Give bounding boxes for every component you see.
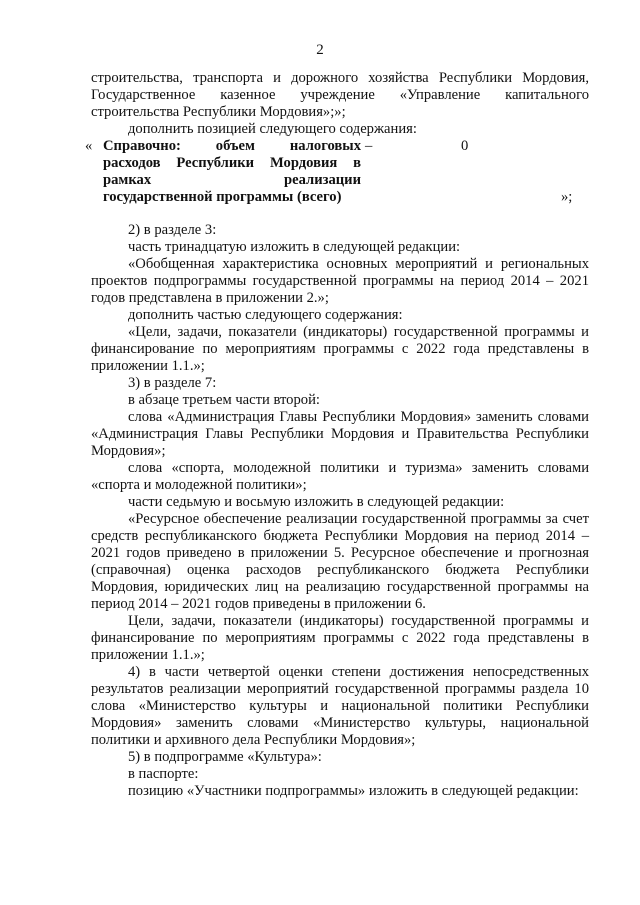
reference-open-quote: « <box>85 138 93 154</box>
paragraph: в абзаце третьем части второй: <box>128 392 320 408</box>
paragraph: слова «спорта, молодежной политики и туризма» заменить словами «спорта и молодежной политики»; <box>91 460 589 493</box>
paragraph: строительства, транспорта и дорожного хозяйства Республики Мордовия, Государственное казенное учреждение «Управление капитального строительства Республики Мордовия»;»; <box>91 70 589 120</box>
reference-label-line: расходов Республики Мордовия в <box>103 155 361 171</box>
paragraph: часть тринадцатую изложить в следующей редакции: <box>128 239 461 255</box>
reference-close-quote: »; <box>561 189 573 205</box>
paragraph: 5) в подпрограмме «Культура»: <box>128 749 322 765</box>
page-number: 2 <box>316 42 324 58</box>
reference-label-line: рамках реализации <box>103 172 361 188</box>
paragraph: 3) в разделе 7: <box>128 375 217 391</box>
reference-label-line: Справочно: объем налоговых <box>103 138 361 154</box>
paragraph: «Обобщенная характеристика основных мероприятий и региональных проектов подпрограммы государственной программы на период 2014 – 2021 годов представлена в приложении 2.»; <box>91 256 589 306</box>
paragraph: 2) в разделе 3: <box>128 222 217 238</box>
spacer <box>91 204 589 222</box>
paragraph: Цели, задачи, показатели (индикаторы) государственной программы и финансирование по мероприятиям программы с 2022 года представлены в приложении 1.1.»; <box>91 613 589 663</box>
reference-dash: – <box>365 138 373 154</box>
paragraph: 4) в части четвертой оценки степени достижения непосредственных результатов реализации мероприятий государственной программы раздела 10 слова «Министерство культуры и национальной политики Республики Мордовия» заменить словами «Министерство культуры, национальной политики и архивного дела Республики Мордовия»; <box>91 664 589 748</box>
reference-label-line: государственной программы (всего) <box>103 189 342 205</box>
paragraph: слова «Администрация Главы Республики Мордовия» заменить словами «Администрация Главы Республики Мордовия и Правительства Республики Мордовия»; <box>91 409 589 459</box>
reference-value: 0 <box>461 138 469 154</box>
paragraph: части седьмую и восьмую изложить в следующей редакции: <box>128 494 505 510</box>
paragraph: «Ресурсное обеспечение реализации государственной программы за счет средств республиканского бюджета Республики Мордовия на период 2014 – 2021 годов приведено в приложении 5. Ресурсное обеспечение и прогнозная (справочная) оценка расходов республиканского бюджета Республики Мордовия, юридических лиц на реализацию государственной программы на период 2014 – 2021 годов приведены в приложении 6. <box>91 511 589 612</box>
reference-position <box>85 138 589 205</box>
paragraph: дополнить частью следующего содержания: <box>128 307 403 323</box>
reference-label <box>103 138 361 206</box>
paragraph: позицию «Участники подпрограммы» изложить в следующей редакции: <box>128 783 579 799</box>
paragraph: «Цели, задачи, показатели (индикаторы) государственной программы и финансирование по мероприятиям программы с 2022 года представлены в приложении 1.1.»; <box>91 324 589 374</box>
document-body <box>85 70 589 800</box>
paragraph: дополнить позицией следующего содержания: <box>128 121 417 137</box>
paragraph: в паспорте: <box>128 766 199 782</box>
